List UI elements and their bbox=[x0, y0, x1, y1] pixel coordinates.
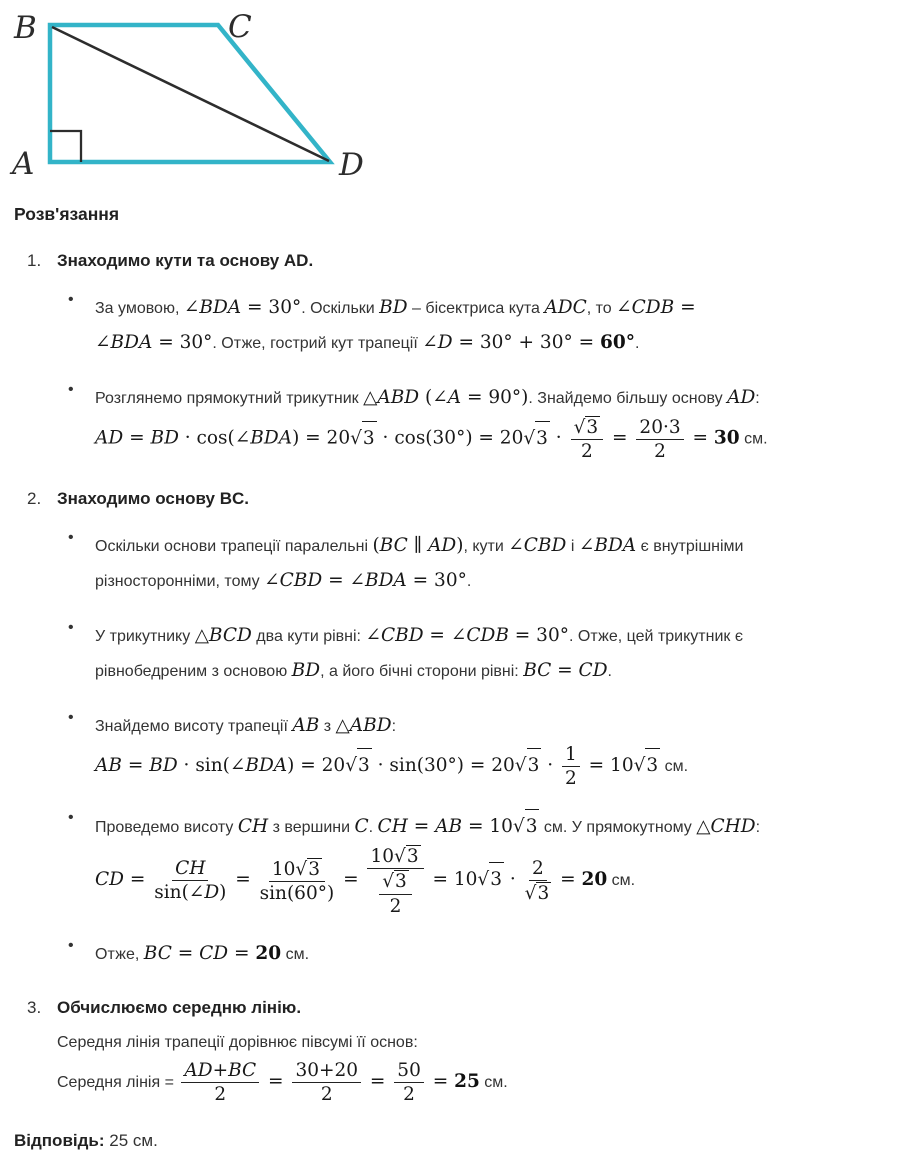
text-run: BC bbox=[228, 1059, 257, 1081]
bullet-dot: • bbox=[68, 528, 74, 546]
text-run: = 30° bbox=[508, 624, 569, 646]
text-run: Середня лінія = bbox=[57, 1073, 179, 1091]
square-root bbox=[295, 859, 322, 880]
fraction-numerator bbox=[571, 416, 604, 440]
text-run: ABD bbox=[349, 714, 392, 736]
fraction bbox=[394, 1060, 424, 1106]
text-run: 20 bbox=[255, 942, 282, 964]
text-run: · sin(30°) = 20 bbox=[371, 754, 515, 776]
text-run: = 10 bbox=[582, 754, 634, 776]
content-line bbox=[95, 326, 895, 361]
fraction bbox=[379, 870, 412, 917]
bullet-dot: • bbox=[68, 708, 74, 726]
diagonal-bd bbox=[52, 27, 329, 161]
text-run: A bbox=[447, 387, 462, 408]
text-run: 2 bbox=[320, 1084, 333, 1106]
square-root bbox=[350, 428, 377, 449]
text-run: 50 bbox=[397, 1059, 421, 1081]
figure-canvas bbox=[0, 0, 420, 188]
text-run: : bbox=[755, 819, 761, 837]
radical-sign: √ bbox=[350, 427, 362, 449]
text-run: , а його бічні сторони рівні: bbox=[320, 662, 524, 680]
text-run: + bbox=[212, 1059, 229, 1081]
solution-step bbox=[14, 251, 895, 463]
text-run: BDA bbox=[250, 427, 293, 449]
fraction-denominator bbox=[260, 882, 335, 904]
text-run: · bbox=[503, 869, 522, 891]
fraction-numerator bbox=[269, 858, 325, 882]
text-run: рівнобедреним з основою bbox=[95, 662, 292, 680]
content-line bbox=[95, 564, 895, 599]
text-run: D bbox=[204, 882, 220, 904]
fraction bbox=[154, 858, 226, 904]
text-run: 10 bbox=[271, 858, 296, 880]
radical-sign: √ bbox=[477, 869, 490, 891]
text-run: . Оскільки bbox=[301, 300, 380, 317]
square-root bbox=[382, 871, 409, 892]
text-run: (∠ bbox=[419, 387, 448, 408]
item-lines bbox=[95, 381, 895, 463]
text-run: , то bbox=[586, 300, 617, 317]
solution-step bbox=[14, 489, 895, 972]
text-run: см. bbox=[479, 1073, 508, 1091]
text-run: 2 bbox=[654, 440, 666, 462]
text-run: ADC bbox=[544, 297, 587, 318]
step-header bbox=[14, 998, 895, 1018]
plain-item bbox=[14, 1026, 895, 1106]
text-run: = bbox=[423, 624, 451, 646]
vertex-label-a: A bbox=[12, 146, 35, 182]
text-run: см. bbox=[739, 430, 768, 448]
fraction-denominator bbox=[525, 881, 552, 904]
text-run: . Отже, гострий кут трапеції bbox=[212, 335, 423, 352]
solution-steps bbox=[14, 251, 895, 1105]
text-run: 2 bbox=[214, 1084, 227, 1106]
text-run: 2 bbox=[565, 767, 577, 789]
text-run: · cos(30°) = 20 bbox=[376, 427, 524, 449]
text-run: см. bbox=[607, 872, 636, 890]
text-run: CD bbox=[578, 659, 608, 681]
radicand: 3 bbox=[406, 846, 419, 868]
text-run: BDA bbox=[245, 754, 288, 776]
fraction-denominator bbox=[403, 1083, 415, 1105]
text-run: = bbox=[551, 659, 579, 681]
content-line bbox=[95, 937, 895, 972]
text-run: BCD bbox=[208, 624, 252, 646]
text-run: ∠ bbox=[95, 332, 111, 353]
fraction-denominator bbox=[654, 440, 666, 462]
text-run: ∠ bbox=[616, 297, 632, 318]
radicand: 3 bbox=[537, 882, 550, 904]
fraction bbox=[260, 858, 335, 905]
content-line bbox=[95, 291, 895, 326]
text-run: ∠ bbox=[264, 569, 280, 591]
radical-sign: √ bbox=[382, 871, 395, 893]
text-run: 30+20 bbox=[295, 1059, 359, 1081]
text-run: Розглянемо прямокутний трикутник bbox=[95, 390, 364, 407]
radical-sign: √ bbox=[514, 754, 527, 776]
fraction bbox=[636, 417, 683, 463]
solution-content bbox=[0, 204, 909, 1105]
vertex-label-b: B bbox=[14, 10, 37, 46]
text-run: = bbox=[337, 869, 365, 891]
text-run: : bbox=[391, 717, 397, 735]
text-run: · sin(∠ bbox=[177, 754, 246, 776]
fraction-numerator bbox=[562, 744, 580, 767]
text-run: CDB bbox=[466, 624, 509, 646]
text-run: . bbox=[466, 572, 472, 590]
text-run: AD bbox=[727, 387, 756, 408]
square-root bbox=[394, 846, 421, 867]
text-run: . bbox=[607, 662, 612, 680]
text-run: ( bbox=[372, 534, 380, 556]
radical-sign: √ bbox=[295, 858, 308, 880]
trapezoid-figure bbox=[0, 0, 909, 188]
radical-sign: √ bbox=[345, 754, 357, 776]
text-run: BD bbox=[149, 754, 178, 776]
text-run: 30 bbox=[713, 427, 740, 449]
content-line bbox=[95, 845, 895, 917]
bullet-item bbox=[14, 709, 895, 790]
text-run: є внутрішніми bbox=[636, 537, 744, 555]
text-run: · bbox=[549, 427, 568, 449]
fraction-numerator bbox=[181, 1060, 259, 1083]
text-run: · bbox=[541, 754, 559, 776]
text-run: CH bbox=[237, 816, 269, 838]
fraction-numerator bbox=[529, 858, 547, 881]
bullet-item bbox=[14, 291, 895, 361]
item-lines bbox=[95, 809, 895, 917]
text-run: C bbox=[354, 816, 369, 838]
step-title: Знаходимо основу BC. bbox=[57, 488, 250, 508]
text-run: sin(60°) bbox=[259, 882, 335, 904]
vertex-label-c: C bbox=[228, 9, 252, 45]
solution-step bbox=[14, 998, 895, 1106]
text-run: , кути bbox=[463, 537, 509, 555]
text-run: з вершини bbox=[268, 819, 355, 837]
square-root bbox=[523, 428, 550, 449]
text-run: BD bbox=[379, 297, 408, 318]
text-run: ∠ bbox=[183, 297, 200, 318]
radicand: 3 bbox=[357, 748, 372, 783]
square-root bbox=[513, 816, 540, 837]
text-run: = bbox=[407, 816, 436, 838]
text-run: 2 bbox=[389, 895, 402, 917]
radicand: 3 bbox=[527, 748, 542, 783]
text-run: BDA bbox=[199, 297, 242, 318]
text-run: ∠ bbox=[450, 624, 467, 646]
text-run: За умовою, bbox=[95, 300, 184, 317]
vertex-label-d: D bbox=[339, 147, 364, 183]
text-run: різносторонніми, тому bbox=[95, 572, 265, 590]
step-number: 3. bbox=[27, 997, 42, 1017]
text-run: і bbox=[566, 537, 579, 555]
text-run: 2 bbox=[532, 857, 544, 879]
content-line bbox=[95, 744, 895, 790]
text-run: · cos(∠ bbox=[178, 427, 251, 449]
right-angle-marker bbox=[50, 131, 81, 162]
fraction bbox=[367, 845, 423, 917]
text-run: AD bbox=[95, 427, 124, 449]
radicand: 3 bbox=[362, 421, 377, 456]
radical-sign: √ bbox=[523, 427, 536, 449]
radicand: 3 bbox=[308, 858, 320, 880]
square-root bbox=[345, 755, 372, 776]
text-run: – бісектриса кута bbox=[407, 300, 545, 317]
text-run: 60° bbox=[599, 332, 635, 353]
text-run: = bbox=[229, 869, 257, 891]
text-run: = bbox=[262, 1070, 290, 1092]
answer-label: Відповідь: bbox=[14, 1131, 105, 1151]
bullet-dot: • bbox=[68, 618, 74, 636]
fraction-numerator bbox=[292, 1060, 361, 1083]
text-run: см. bbox=[660, 757, 689, 775]
text-run: см. У прямокутному bbox=[539, 819, 697, 837]
text-run: У трикутнику bbox=[95, 627, 195, 645]
text-run: . bbox=[634, 335, 640, 352]
text-run: CHD bbox=[710, 816, 756, 838]
fraction-denominator bbox=[376, 869, 415, 917]
text-run: = 30° bbox=[406, 569, 467, 591]
bullet-item bbox=[14, 619, 895, 689]
radical-sign: √ bbox=[524, 882, 537, 904]
text-run: . bbox=[368, 819, 378, 837]
text-run: 2 bbox=[403, 1084, 415, 1106]
text-run: Проведемо висоту bbox=[95, 819, 238, 837]
text-run: △ bbox=[194, 624, 209, 646]
item-lines bbox=[95, 619, 895, 689]
content-line bbox=[57, 1060, 895, 1106]
text-run: = bbox=[674, 297, 696, 318]
step-number: 2. bbox=[27, 488, 42, 508]
radical-sign: √ bbox=[573, 417, 586, 438]
bullet-dot: • bbox=[68, 291, 74, 308]
answer-line bbox=[14, 1131, 909, 1151]
text-run: CBD bbox=[279, 569, 323, 591]
text-run: см. bbox=[281, 945, 310, 963]
text-run: △ bbox=[335, 714, 350, 736]
bullet-dot: • bbox=[68, 936, 74, 954]
item-lines bbox=[57, 1026, 895, 1106]
fraction bbox=[562, 744, 580, 790]
text-run: = bbox=[171, 942, 200, 964]
text-run: ) = 20 bbox=[287, 754, 346, 776]
fraction bbox=[292, 1060, 361, 1106]
text-run: CDB bbox=[631, 297, 675, 318]
fraction-denominator bbox=[214, 1083, 226, 1105]
item-lines bbox=[95, 291, 895, 361]
fraction-numerator bbox=[394, 1060, 424, 1083]
text-run: = bbox=[228, 942, 256, 964]
text-run: CH bbox=[377, 816, 408, 838]
text-run: : bbox=[755, 390, 760, 407]
text-run: ABD bbox=[377, 387, 420, 408]
content-line bbox=[95, 619, 895, 654]
text-run: △ bbox=[696, 816, 711, 838]
item-lines bbox=[95, 937, 895, 972]
text-run: △ bbox=[363, 387, 378, 408]
text-run: = 30° bbox=[241, 297, 302, 318]
text-run: ) bbox=[219, 882, 227, 904]
text-run: ∠ bbox=[508, 534, 524, 556]
step-number: 1. bbox=[27, 251, 42, 270]
radicand: 3 bbox=[395, 871, 407, 893]
text-run: Середня лінія трапеції дорівнює півсумі її основ: bbox=[57, 1033, 418, 1051]
text-run: AB bbox=[435, 816, 463, 838]
text-run: AB bbox=[95, 754, 122, 776]
text-run: AB bbox=[292, 714, 320, 736]
text-run: 20·3 bbox=[639, 416, 681, 438]
text-run: D bbox=[437, 332, 453, 353]
text-run: = 30° + 30° = bbox=[452, 332, 600, 353]
text-run: CD bbox=[95, 869, 124, 891]
content-line bbox=[95, 654, 895, 689]
bullet-dot: • bbox=[68, 381, 74, 398]
text-run: = bbox=[322, 569, 350, 591]
text-run: 25 bbox=[454, 1070, 480, 1092]
radicand: 3 bbox=[645, 748, 660, 783]
square-root bbox=[574, 417, 601, 438]
content-line bbox=[95, 381, 895, 416]
fraction bbox=[525, 858, 552, 905]
radicand: 3 bbox=[489, 862, 504, 897]
fraction-numerator bbox=[379, 870, 412, 894]
text-run: BD bbox=[291, 659, 321, 681]
text-run: = bbox=[686, 427, 714, 449]
text-run: = bbox=[364, 1070, 392, 1092]
step-header bbox=[14, 251, 895, 271]
fraction-numerator bbox=[636, 417, 683, 440]
item-lines bbox=[95, 709, 895, 790]
text-run: Отже, bbox=[95, 945, 144, 963]
text-run: CBD bbox=[523, 534, 567, 556]
text-run: = 90°) bbox=[461, 387, 529, 408]
text-run: BDA bbox=[110, 332, 153, 353]
step-title: Обчислюємо середню лінію. bbox=[57, 997, 302, 1017]
item-lines bbox=[95, 529, 895, 599]
square-root bbox=[477, 869, 504, 890]
square-root bbox=[515, 755, 542, 776]
text-run: з bbox=[319, 717, 336, 735]
text-run: BD bbox=[150, 427, 179, 449]
radical-sign: √ bbox=[633, 754, 646, 776]
text-run: 1 bbox=[565, 743, 577, 765]
text-run: ) = 20 bbox=[292, 427, 351, 449]
text-run: BDA bbox=[594, 534, 637, 556]
text-run: . Знайдемо більшу основу bbox=[528, 390, 728, 407]
bullet-item bbox=[14, 381, 895, 463]
content-line bbox=[57, 1026, 895, 1060]
bullet-item bbox=[14, 809, 895, 917]
text-run: ∠ bbox=[365, 624, 381, 646]
text-run: Оскільки основи трапеції паралельні bbox=[95, 537, 373, 555]
text-run: . Отже, цей трикутник є bbox=[568, 627, 743, 645]
text-run: = bbox=[121, 754, 150, 776]
fraction bbox=[571, 416, 604, 463]
text-run: CBD bbox=[380, 624, 424, 646]
fraction-numerator bbox=[172, 858, 208, 881]
text-run: BC bbox=[523, 659, 552, 681]
step-header bbox=[14, 489, 895, 509]
text-run: Знайдемо висоту трапеції bbox=[95, 717, 293, 735]
text-run: = bbox=[426, 1070, 455, 1092]
text-run: = 10 bbox=[426, 869, 478, 891]
radicand: 3 bbox=[535, 421, 550, 456]
text-run: = bbox=[123, 427, 151, 449]
bullet-dot: • bbox=[68, 809, 74, 827]
text-run: 2 bbox=[580, 441, 593, 463]
square-root bbox=[525, 883, 552, 904]
fraction-denominator bbox=[154, 881, 226, 903]
fraction-numerator bbox=[367, 845, 423, 869]
radicand: 3 bbox=[525, 809, 540, 844]
text-run: два кути рівні: bbox=[251, 627, 366, 645]
text-run: ∥ bbox=[407, 534, 429, 556]
text-run: ) bbox=[456, 534, 464, 556]
text-run: BDA bbox=[364, 569, 407, 591]
fraction-denominator bbox=[390, 895, 402, 917]
text-run: CH bbox=[175, 858, 206, 880]
radicand: 3 bbox=[586, 417, 599, 438]
fraction-denominator bbox=[321, 1083, 333, 1105]
text-run: BC bbox=[379, 534, 408, 556]
text-run: 20 bbox=[581, 869, 608, 891]
bullet-item bbox=[14, 937, 895, 972]
fraction-denominator bbox=[565, 767, 577, 789]
answer-text: 25 см. bbox=[104, 1131, 158, 1151]
text-run: AD bbox=[428, 534, 457, 556]
text-run: = 30° bbox=[152, 332, 213, 353]
text-run: AD bbox=[184, 1059, 213, 1081]
solution-heading: Розв'язання bbox=[14, 204, 120, 224]
content-line bbox=[95, 416, 895, 463]
text-run: ∠ bbox=[578, 534, 595, 556]
text-run: = bbox=[124, 869, 152, 891]
bullet-item bbox=[14, 529, 895, 599]
text-run: CD bbox=[199, 942, 229, 964]
square-root bbox=[634, 755, 661, 776]
content-line bbox=[95, 709, 895, 744]
content-line bbox=[95, 809, 895, 845]
text-run: = 10 bbox=[462, 816, 513, 838]
text-run: sin(∠ bbox=[154, 882, 205, 904]
text-run: = bbox=[606, 427, 634, 449]
radical-sign: √ bbox=[512, 816, 525, 838]
content-line bbox=[95, 529, 895, 564]
fraction bbox=[181, 1060, 259, 1106]
radical-sign: √ bbox=[394, 846, 406, 868]
text-run: BC bbox=[143, 942, 172, 964]
text-run: = bbox=[554, 869, 582, 891]
text-run: 10 bbox=[370, 846, 395, 868]
fraction-denominator bbox=[581, 440, 593, 462]
step-title: Знаходимо кути та основу AD. bbox=[57, 251, 314, 270]
text-run: ∠ bbox=[422, 332, 438, 353]
text-run: ∠ bbox=[349, 569, 365, 591]
